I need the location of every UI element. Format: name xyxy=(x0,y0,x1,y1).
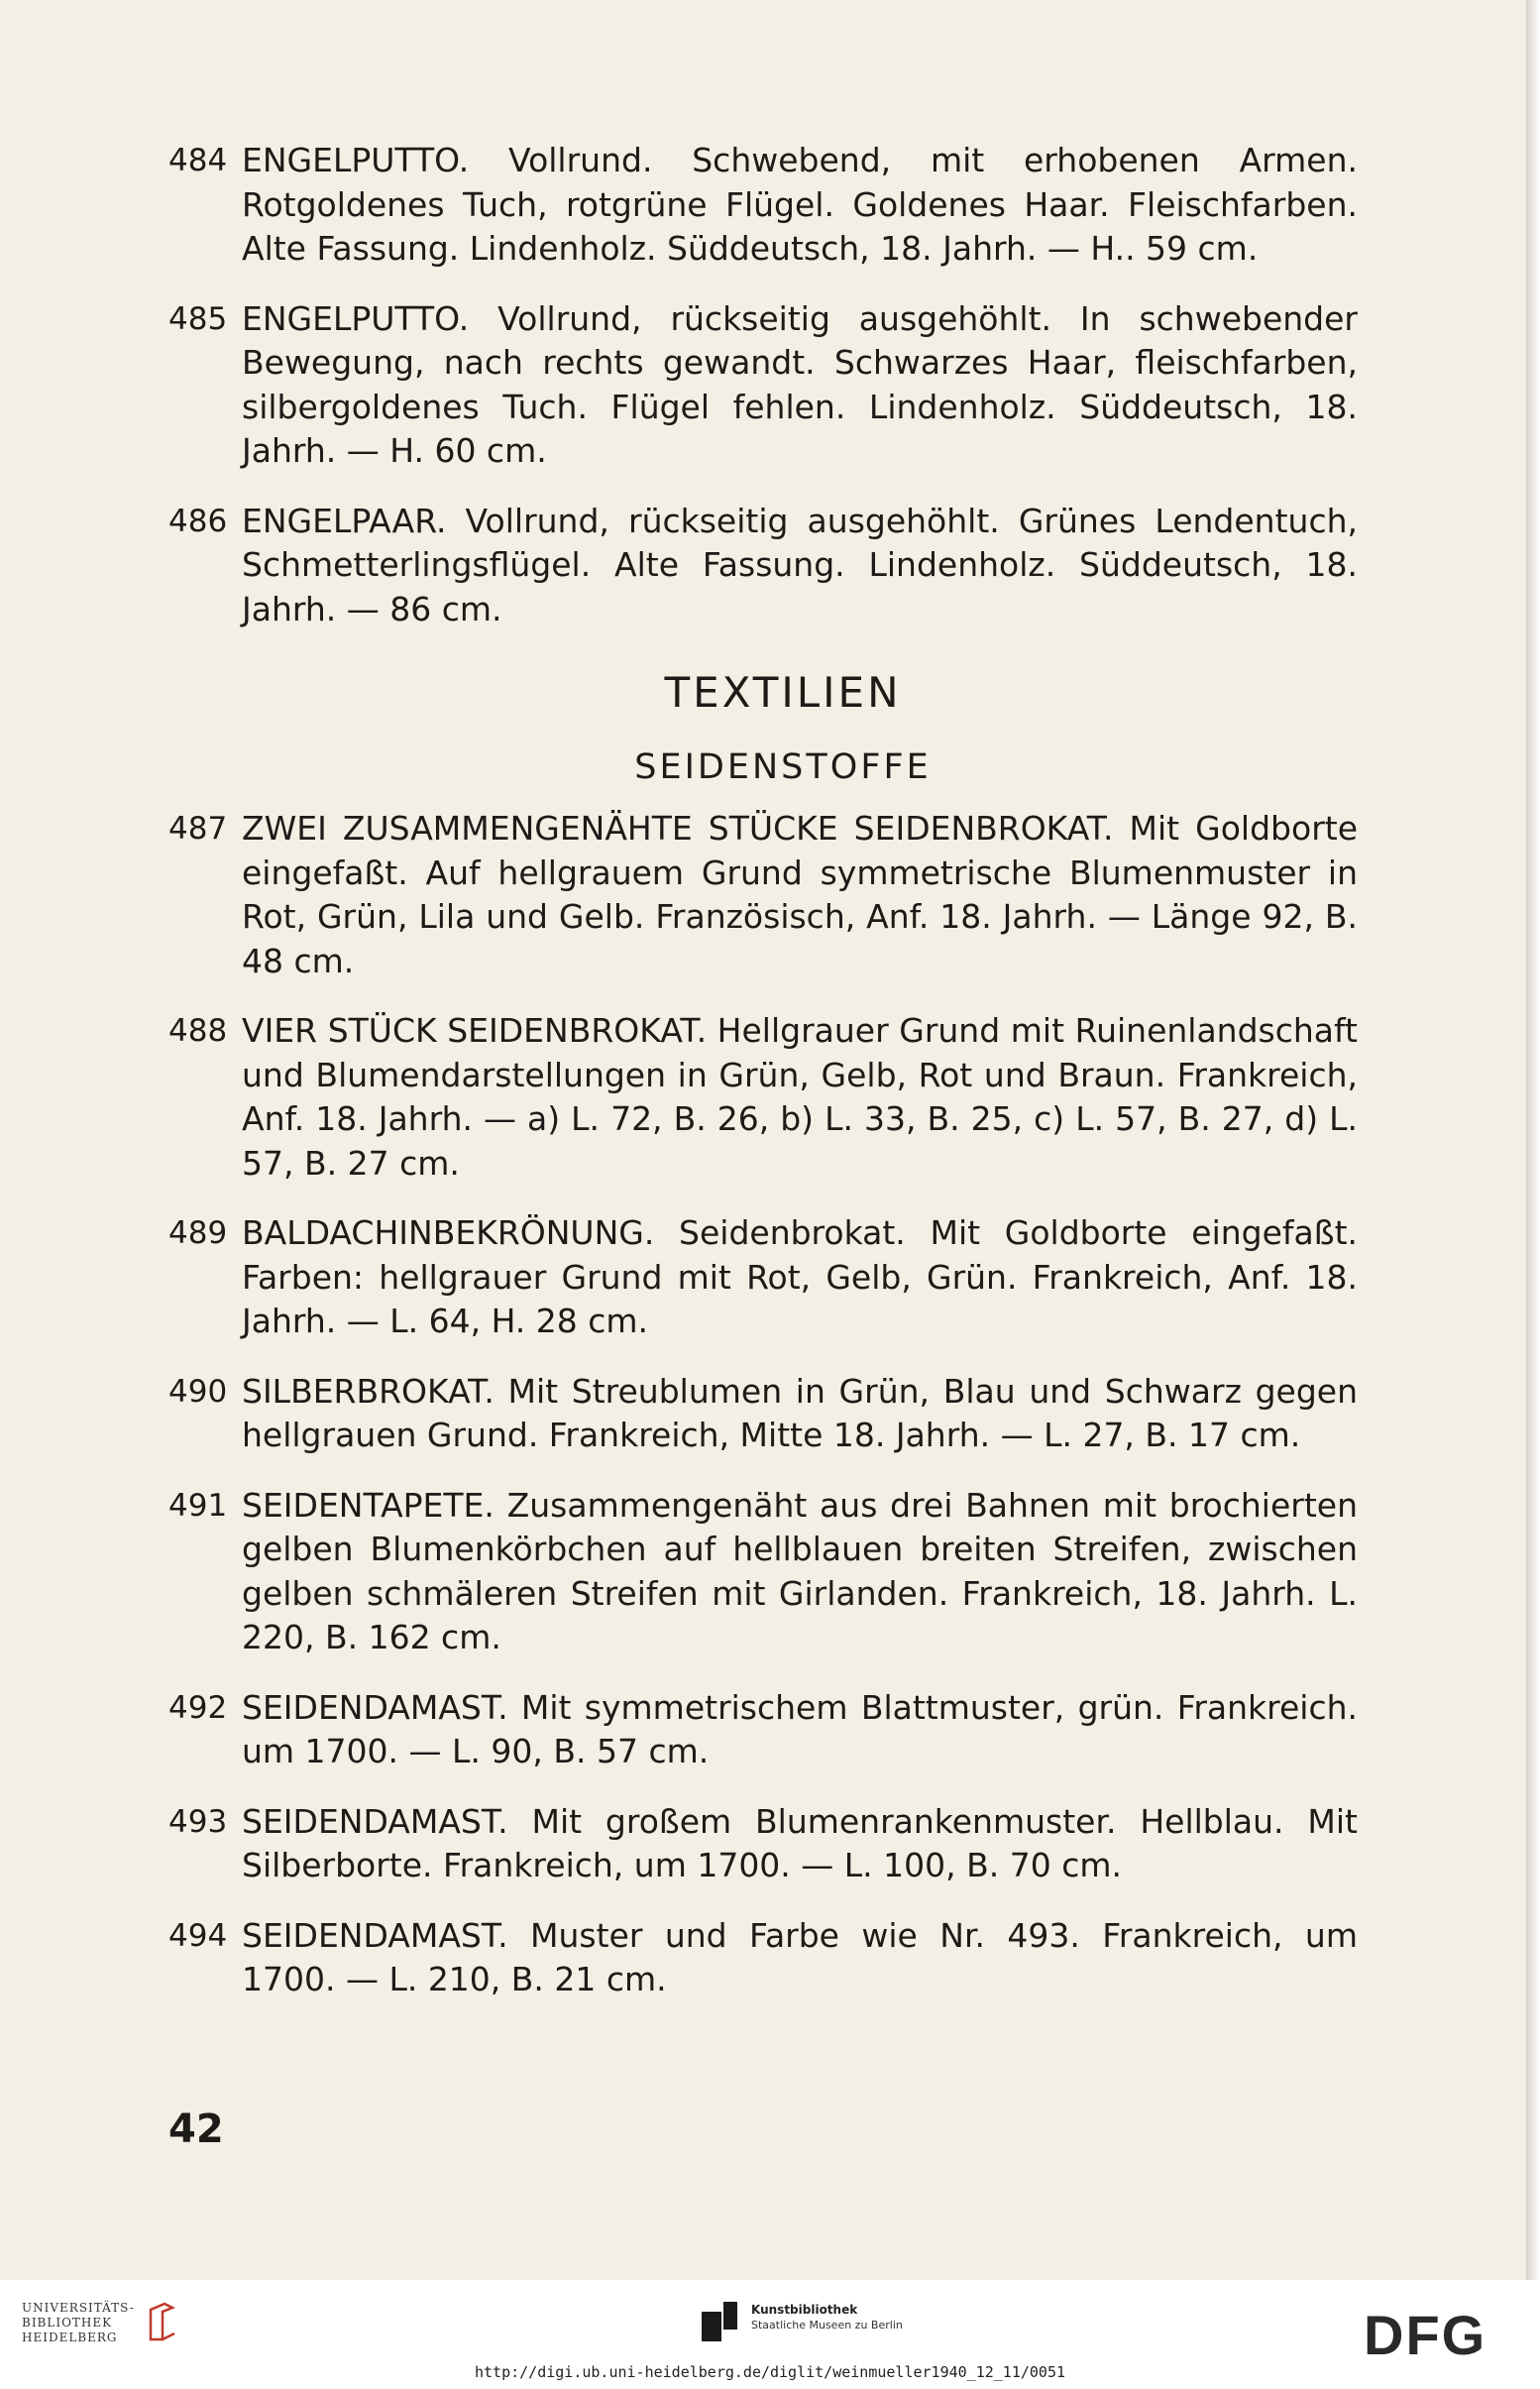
entry-text: ENGELPUTTO. Vollrund. Schwebend, mit erhobenen Armen. Rotgoldenes Tuch, rotgrüne Flügel. Goldenes Haar. Fleischfarben. Alte Fassung. Lindenholz. Süddeutsch, 18. Jahrh. — H.. 59 cm. xyxy=(242,141,1358,268)
entry-number: 486 xyxy=(168,503,228,539)
catalog-entry-494 xyxy=(168,1914,1358,2002)
catalog-entry-490 xyxy=(168,1370,1358,1458)
kunstbibliothek-subtitle: Staatliche Museen zu Berlin xyxy=(751,2319,903,2332)
entry-number: 489 xyxy=(168,1215,228,1251)
catalog-entry-488 xyxy=(168,1009,1358,1186)
catalog-entry-487 xyxy=(168,807,1358,983)
kunstbibliothek-logo[interactable] xyxy=(702,2302,903,2341)
page-content xyxy=(168,139,1358,2028)
entry-number: 487 xyxy=(168,811,228,847)
section-title: TEXTILIEN xyxy=(664,668,902,717)
page-number: 42 xyxy=(168,2106,224,2152)
catalog-entry-485 xyxy=(168,297,1358,474)
subsection-title: SEIDENSTOFFE xyxy=(634,746,932,787)
dfg-logo[interactable]: DFG xyxy=(1364,2304,1487,2366)
catalog-entry-492 xyxy=(168,1686,1358,1774)
entry-text: ENGELPUTTO. Vollrund, rückseitig ausgehöhlt. In schwebender Bewegung, nach rechts gewandt. Schwarzes Haar, fleischfarben, silbergoldenes Tuch. Flügel fehlen. Lindenholz. Süddeutsch, 18. Jahrh. — H. 60 cm. xyxy=(242,298,1358,470)
viewer-footer xyxy=(0,2280,1540,2389)
library-logo-text: UNIVERSITÄTS- BIBLIOTHEK HEIDELBERG xyxy=(22,2300,135,2344)
page-url[interactable]: http://digi.ub.uni-heidelberg.de/diglit/weinmueller1940_12_11/0051 xyxy=(474,2363,1066,2381)
entry-text: BALDACHINBEKRÖNUNG. Seidenbrokat. Mit Goldborte eingefaßt. Farben: hellgrauer Grund mit Rot, Gelb, Grün. Frankreich, Anf. 18. Jahrh. — L. 64, H. 28 cm. xyxy=(242,1213,1358,1340)
university-library-logo[interactable] xyxy=(22,2300,180,2345)
catalog-entry-491 xyxy=(168,1484,1358,1660)
page-edge xyxy=(1526,0,1540,2280)
entry-number: 490 xyxy=(168,1373,228,1410)
entry-text: ZWEI ZUSAMMENGENÄHTE STÜCKE SEIDENBROKAT. Mit Goldborte eingefaßt. Auf hellgrauem Grund symmetrische Blumenmuster in Rot, Grün, Lila und Gelb. Französisch, Anf. 18. Jahrh. — Länge 92, B. 48 cm. xyxy=(242,809,1358,980)
entry-text: SEIDENDAMAST. Mit symmetrischem Blattmuster, grün. Frankreich. um 1700. — L. 90, B. 57 cm. xyxy=(242,1687,1358,1770)
entry-text: SEIDENTAPETE. Zusammengenäht aus drei Bahnen mit brochierten gelben Blumenkörbchen auf hellblauen breiten Streifen, zwischen gelben schmäleren Streifen mit Girlanden. Frankreich, 18. Jahrh. L. 220, B. 162 cm. xyxy=(242,1485,1358,1656)
entry-number: 491 xyxy=(168,1487,228,1524)
catalog-entry-489 xyxy=(168,1211,1358,1344)
entry-number: 485 xyxy=(168,300,228,337)
kunstbibliothek-emblem-icon xyxy=(702,2302,737,2341)
entry-text: VIER STÜCK SEIDENBROKAT. Hellgrauer Grund mit Ruinenlandschaft und Blumendarstellungen in Grün, Gelb, Rot und Braun. Frankreich, Anf. 18. Jahrh. — a) L. 72, B. 26, b) L. 33, B. 25, c) L. 57, B. 27, d) L. 57, B. 27 cm. xyxy=(242,1011,1358,1183)
entry-text: SEIDENDAMAST. Muster und Farbe wie Nr. 493. Frankreich, um 1700. — L. 210, B. 21 cm. xyxy=(242,1915,1358,1998)
entry-number: 493 xyxy=(168,1803,228,1840)
entry-text: SILBERBROKAT. Mit Streublumen in Grün, Blau und Schwarz gegen hellgrauen Grund. Frankreich, Mitte 18. Jahrh. — L. 27, B. 17 cm. xyxy=(242,1371,1358,1454)
catalog-entry-484 xyxy=(168,139,1358,272)
entry-number: 484 xyxy=(168,143,228,178)
catalog-entry-493 xyxy=(168,1800,1358,1888)
library-emblem-icon xyxy=(143,2300,180,2345)
entry-number: 494 xyxy=(168,1917,228,1954)
entry-number: 488 xyxy=(168,1013,228,1049)
entry-text: SEIDENDAMAST. Mit großem Blumenrankenmuster. Hellblau. Mit Silberborte. Frankreich, um 1700. — L. 100, B. 70 cm. xyxy=(242,1801,1358,1884)
catalog-entry-486 xyxy=(168,500,1358,632)
kunstbibliothek-name: Kunstbibliothek xyxy=(751,2303,858,2317)
entry-text: ENGELPAAR. Vollrund, rückseitig ausgehöhlt. Grünes Lendentuch, Schmetterlingsflügel. Alte Fassung. Lindenholz. Süddeutsch, 18. Jahrh. — 86 cm. xyxy=(242,501,1358,628)
entry-number: 492 xyxy=(168,1689,228,1726)
